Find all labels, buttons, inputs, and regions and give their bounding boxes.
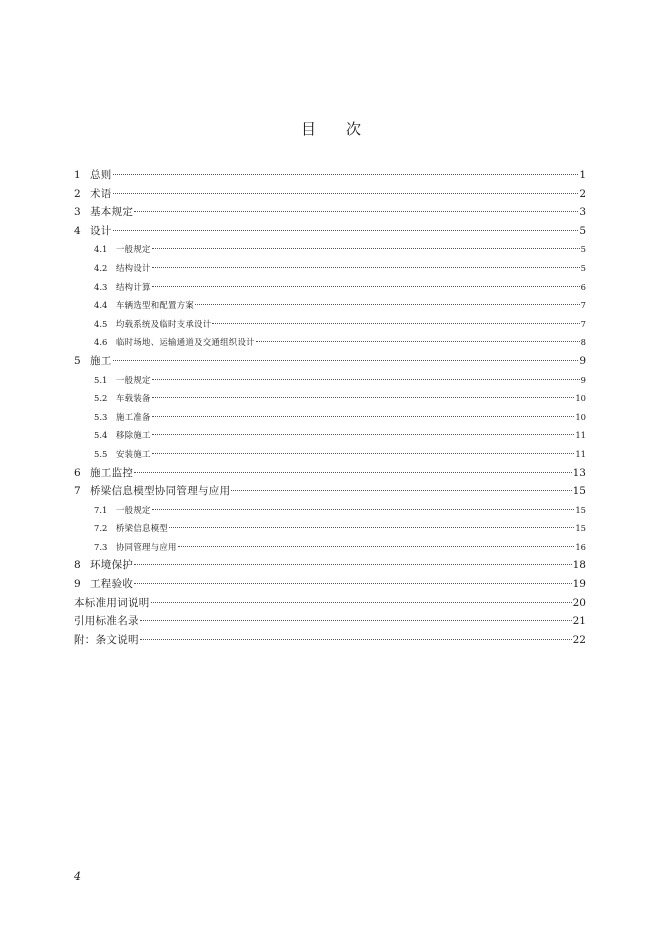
- toc-leader-dots: [140, 620, 572, 621]
- toc-entry-number: 5.1: [94, 374, 108, 385]
- toc-entry-label: 本标准用词说明: [74, 596, 150, 609]
- toc-leader-dots: [152, 248, 580, 249]
- toc-entry-number: 7.2: [94, 523, 108, 534]
- toc-leader-dots: [134, 564, 571, 565]
- toc-entry-label: 一般规定: [116, 374, 151, 385]
- toc-entry-number: 5.2: [94, 393, 108, 404]
- toc-leader-dots: [113, 360, 579, 361]
- page-title: [0, 118, 662, 139]
- toc-entry[interactable]: [74, 464, 586, 483]
- toc-entry-page: 2: [579, 187, 586, 200]
- toc-entry-number: 4.4: [94, 300, 108, 311]
- toc-entry-label: 一般规定: [116, 244, 151, 255]
- toc-entry[interactable]: [74, 166, 586, 185]
- toc-entry[interactable]: [74, 556, 586, 575]
- toc-entry[interactable]: [74, 482, 586, 501]
- toc-entry-page: 5: [580, 262, 586, 273]
- toc-entry-number: 4: [74, 224, 81, 237]
- toc-entry-label: 总则: [90, 169, 112, 181]
- toc-entry[interactable]: [74, 389, 586, 408]
- toc-entry-number: 4.5: [94, 318, 108, 329]
- toc-entry-number: 4.1: [94, 244, 108, 255]
- toc-entry[interactable]: [74, 352, 586, 371]
- toc-entry-label: 施工准备: [116, 411, 151, 422]
- toc-entry-page: 11: [575, 430, 586, 441]
- toc-leader-dots: [152, 434, 575, 435]
- toc-entry-page: 16: [575, 541, 586, 552]
- toc-entry[interactable]: [74, 315, 586, 334]
- toc-entry-page: 21: [572, 615, 586, 628]
- toc-entry-number: 5: [74, 354, 81, 367]
- title-char-1: 目: [300, 120, 316, 138]
- toc-entry-page: 20: [572, 596, 586, 609]
- toc-entry-page: 9: [579, 354, 586, 367]
- toc-leader-dots: [113, 230, 579, 231]
- toc-leader-dots: [195, 304, 580, 305]
- toc-leader-dots: [134, 472, 571, 473]
- toc-leader-dots: [151, 602, 572, 603]
- toc-leader-dots: [152, 416, 575, 417]
- toc-entry-page: 18: [572, 559, 586, 572]
- toc-entry-label: 协同管理与应用: [116, 541, 177, 552]
- toc-leader-dots: [152, 509, 575, 510]
- toc-entry[interactable]: [74, 371, 586, 390]
- toc-entry-page: 10: [575, 393, 586, 404]
- toc-entry-label: 移除施工: [116, 430, 151, 441]
- toc-entry-label: 一般规定: [116, 504, 151, 515]
- toc-entry-number: 7: [74, 485, 81, 498]
- toc-entry[interactable]: [74, 594, 586, 613]
- toc-entry-label: 均载系统及临时支承设计: [116, 318, 212, 329]
- toc-leader-dots: [134, 583, 571, 584]
- toc-entry-page: 9: [580, 374, 586, 385]
- toc-entry-page: 7: [580, 318, 586, 329]
- toc-entry-number: 6: [74, 466, 81, 479]
- toc-entry-label: 环境保护: [90, 559, 134, 572]
- toc-entry-label: 车载装备: [116, 393, 151, 404]
- toc-leader-dots: [178, 546, 575, 547]
- toc-entry[interactable]: [74, 203, 586, 222]
- toc-entry-label: 附：条文说明: [74, 633, 139, 646]
- toc-entry-number: 9: [74, 578, 81, 591]
- toc-entry[interactable]: [74, 575, 586, 594]
- toc-entry[interactable]: [74, 259, 586, 278]
- toc-entry-label: 施工: [90, 354, 112, 367]
- toc-leader-dots: [152, 379, 580, 380]
- toc-entry-number: 4.3: [94, 281, 108, 292]
- toc-entry[interactable]: [74, 240, 586, 259]
- toc-leader-dots: [152, 397, 575, 398]
- toc-leader-dots: [140, 639, 572, 640]
- table-of-contents: [74, 166, 586, 649]
- page-number: 4: [74, 870, 81, 883]
- toc-entry[interactable]: [74, 631, 586, 650]
- toc-entry-page: 1: [579, 169, 586, 181]
- toc-entry-page: 15: [575, 504, 586, 515]
- toc-entry-number: 2: [74, 187, 81, 200]
- toc-entry-label: 桥梁信息模型: [116, 523, 169, 534]
- toc-leader-dots: [152, 267, 580, 268]
- title-char-2: 次: [346, 120, 362, 138]
- toc-entry[interactable]: [74, 445, 586, 464]
- toc-entry-number: 5.4: [94, 430, 108, 441]
- toc-entry[interactable]: [74, 333, 586, 352]
- toc-entry-page: 15: [572, 485, 586, 498]
- toc-entry-page: 10: [575, 411, 586, 422]
- toc-entry-label: 安装施工: [116, 448, 151, 459]
- toc-entry-label: 临时场地、运输通道及交通组织设计: [116, 337, 255, 348]
- toc-entry-number: 4.6: [94, 337, 108, 348]
- toc-entry[interactable]: [74, 519, 586, 538]
- toc-entry-number: 3: [74, 206, 81, 219]
- toc-entry[interactable]: [74, 612, 586, 631]
- toc-entry-page: 15: [575, 523, 586, 534]
- toc-entry[interactable]: [74, 296, 586, 315]
- toc-leader-dots: [152, 453, 575, 454]
- toc-entry-number: 7.3: [94, 541, 108, 552]
- toc-entry-label: 结构计算: [116, 281, 151, 292]
- toc-entry-page: 7: [580, 300, 586, 311]
- toc-entry-page: 3: [579, 206, 586, 219]
- toc-entry-number: 5.3: [94, 411, 108, 422]
- toc-entry-page: 6: [580, 281, 586, 292]
- toc-entry[interactable]: [74, 222, 586, 241]
- toc-leader-dots: [231, 490, 571, 491]
- toc-entry-page: 13: [572, 466, 586, 479]
- toc-entry-label: 桥梁信息模型协同管理与应用: [90, 485, 231, 498]
- toc-entry[interactable]: [74, 278, 586, 297]
- toc-entry-number: 5.5: [94, 448, 108, 459]
- toc-entry-number: 8: [74, 559, 81, 572]
- toc-entry-page: 5: [580, 244, 586, 255]
- toc-entry-label: 结构设计: [116, 262, 151, 273]
- toc-entry-label: 施工监控: [90, 466, 134, 479]
- toc-leader-dots: [169, 527, 574, 528]
- toc-entry-page: 19: [572, 578, 586, 591]
- toc-entry-label: 工程验收: [90, 578, 134, 591]
- toc-entry-label: 术语: [90, 187, 112, 200]
- toc-entry[interactable]: [74, 501, 586, 520]
- toc-leader-dots: [212, 323, 579, 324]
- toc-entry-label: 车辆选型和配置方案: [116, 300, 195, 311]
- toc-entry-page: 11: [575, 448, 586, 459]
- toc-entry[interactable]: [74, 426, 586, 445]
- toc-entry-label: 基本规定: [90, 206, 134, 219]
- toc-leader-dots: [256, 341, 580, 342]
- toc-entry[interactable]: [74, 408, 586, 427]
- toc-entry[interactable]: [74, 538, 586, 557]
- toc-entry-page: 22: [572, 633, 586, 646]
- toc-entry-number: 7.1: [94, 504, 108, 515]
- toc-entry[interactable]: [74, 185, 586, 204]
- toc-leader-dots: [113, 193, 579, 194]
- toc-entry-number: 1: [74, 169, 81, 181]
- toc-leader-dots: [113, 174, 579, 175]
- toc-entry-page: 8: [580, 337, 586, 348]
- toc-leader-dots: [134, 211, 578, 212]
- toc-entry-number: 4.2: [94, 262, 108, 273]
- toc-entry-page: 5: [579, 224, 586, 237]
- toc-entry-label: 引用标准名录: [74, 615, 139, 628]
- toc-entry-label: 设计: [90, 224, 112, 237]
- toc-leader-dots: [152, 286, 580, 287]
